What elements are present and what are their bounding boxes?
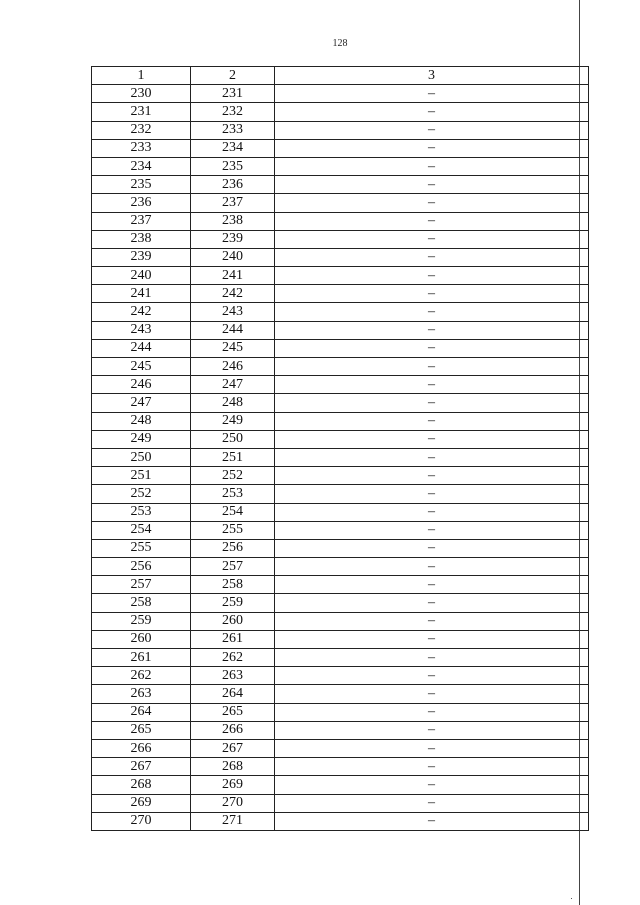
table-cell-col3: – bbox=[275, 685, 589, 703]
table-row bbox=[92, 139, 589, 157]
table-row bbox=[92, 303, 589, 321]
table-row bbox=[92, 630, 589, 648]
table-cell-col3: – bbox=[275, 776, 589, 794]
table-cell-col2: 241 bbox=[191, 267, 275, 285]
table-cell-col2: 264 bbox=[191, 685, 275, 703]
table-cell-col3: – bbox=[275, 594, 589, 612]
table-cell-col3: – bbox=[275, 376, 589, 394]
table-cell-col3: – bbox=[275, 758, 589, 776]
table-cell-col2: 237 bbox=[191, 194, 275, 212]
header-cell-col1: 1 bbox=[92, 67, 191, 85]
table-cell-col2: 254 bbox=[191, 503, 275, 521]
table-row bbox=[92, 376, 589, 394]
table-cell-col2: 238 bbox=[191, 212, 275, 230]
table-cell-col2: 262 bbox=[191, 649, 275, 667]
table-cell-col3: – bbox=[275, 157, 589, 175]
table-cell-col2: 269 bbox=[191, 776, 275, 794]
table-row bbox=[92, 467, 589, 485]
table-cell-col2: 250 bbox=[191, 430, 275, 448]
table-cell-col3: – bbox=[275, 430, 589, 448]
table-cell-col3: – bbox=[275, 794, 589, 812]
table-row bbox=[92, 285, 589, 303]
table-cell-col2: 261 bbox=[191, 630, 275, 648]
table-row bbox=[92, 521, 589, 539]
table-cell-col3: – bbox=[275, 703, 589, 721]
table-cell-col1: 252 bbox=[92, 485, 191, 503]
table-cell-col2: 240 bbox=[191, 248, 275, 266]
table-cell-col3: – bbox=[275, 558, 589, 576]
table-cell-col1: 264 bbox=[92, 703, 191, 721]
table-cell-col1: 235 bbox=[92, 176, 191, 194]
scan-speck bbox=[571, 898, 572, 899]
table-cell-col1: 231 bbox=[92, 103, 191, 121]
table-cell-col1: 237 bbox=[92, 212, 191, 230]
table-row bbox=[92, 412, 589, 430]
table-cell-col2: 235 bbox=[191, 157, 275, 175]
table-cell-col1: 238 bbox=[92, 230, 191, 248]
table-cell-col1: 230 bbox=[92, 85, 191, 103]
table-row bbox=[92, 739, 589, 757]
table-cell-col2: 253 bbox=[191, 485, 275, 503]
table-cell-col2: 231 bbox=[191, 85, 275, 103]
table-cell-col2: 268 bbox=[191, 758, 275, 776]
table-row bbox=[92, 212, 589, 230]
table-cell-col1: 239 bbox=[92, 248, 191, 266]
table-cell-col1: 253 bbox=[92, 503, 191, 521]
table-cell-col3: – bbox=[275, 721, 589, 739]
table-cell-col2: 239 bbox=[191, 230, 275, 248]
table-row bbox=[92, 667, 589, 685]
table-row bbox=[92, 121, 589, 139]
table-row bbox=[92, 503, 589, 521]
table-row bbox=[92, 794, 589, 812]
table-cell-col3: – bbox=[275, 448, 589, 466]
table-row bbox=[92, 649, 589, 667]
table-row bbox=[92, 321, 589, 339]
table-cell-col1: 240 bbox=[92, 267, 191, 285]
table-row bbox=[92, 248, 589, 266]
table-cell-col1: 256 bbox=[92, 558, 191, 576]
table-cell-col3: – bbox=[275, 539, 589, 557]
table-row bbox=[92, 194, 589, 212]
table-cell-col1: 246 bbox=[92, 376, 191, 394]
table-cell-col3: – bbox=[275, 321, 589, 339]
table-row bbox=[92, 176, 589, 194]
table-cell-col1: 261 bbox=[92, 649, 191, 667]
table-cell-col1: 243 bbox=[92, 321, 191, 339]
table-cell-col2: 271 bbox=[191, 812, 275, 830]
table-cell-col3: – bbox=[275, 285, 589, 303]
table-cell-col3: – bbox=[275, 667, 589, 685]
table-cell-col2: 251 bbox=[191, 448, 275, 466]
table-cell-col2: 265 bbox=[191, 703, 275, 721]
table-cell-col1: 255 bbox=[92, 539, 191, 557]
table-cell-col2: 255 bbox=[191, 521, 275, 539]
table-cell-col1: 269 bbox=[92, 794, 191, 812]
table-row bbox=[92, 812, 589, 830]
table-cell-col3: – bbox=[275, 339, 589, 357]
table-cell-col3: – bbox=[275, 85, 589, 103]
table-cell-col1: 242 bbox=[92, 303, 191, 321]
table-row bbox=[92, 576, 589, 594]
table-cell-col1: 241 bbox=[92, 285, 191, 303]
table-cell-col1: 262 bbox=[92, 667, 191, 685]
table-cell-col1: 244 bbox=[92, 339, 191, 357]
data-table bbox=[91, 66, 589, 831]
table-cell-col1: 265 bbox=[92, 721, 191, 739]
table-cell-col3: – bbox=[275, 394, 589, 412]
table-cell-col3: – bbox=[275, 812, 589, 830]
table-row bbox=[92, 758, 589, 776]
table-row bbox=[92, 612, 589, 630]
table-cell-col1: 258 bbox=[92, 594, 191, 612]
table-cell-col2: 248 bbox=[191, 394, 275, 412]
table-cell-col3: – bbox=[275, 139, 589, 157]
table-cell-col2: 245 bbox=[191, 339, 275, 357]
table-cell-col2: 263 bbox=[191, 667, 275, 685]
table-cell-col2: 247 bbox=[191, 376, 275, 394]
table-row bbox=[92, 539, 589, 557]
table-cell-col3: – bbox=[275, 412, 589, 430]
table-cell-col2: 244 bbox=[191, 321, 275, 339]
table-cell-col1: 270 bbox=[92, 812, 191, 830]
table-cell-col2: 236 bbox=[191, 176, 275, 194]
table-cell-col2: 249 bbox=[191, 412, 275, 430]
header-cell-col3: 3 bbox=[275, 67, 589, 85]
table-row bbox=[92, 430, 589, 448]
table-cell-col1: 249 bbox=[92, 430, 191, 448]
table-cell-col3: – bbox=[275, 248, 589, 266]
table-cell-col3: – bbox=[275, 358, 589, 376]
table-row bbox=[92, 157, 589, 175]
table-cell-col2: 242 bbox=[191, 285, 275, 303]
table-row bbox=[92, 558, 589, 576]
table-cell-col1: 232 bbox=[92, 121, 191, 139]
table-cell-col2: 243 bbox=[191, 303, 275, 321]
table-cell-col3: – bbox=[275, 612, 589, 630]
table-cell-col3: – bbox=[275, 521, 589, 539]
table-cell-col1: 248 bbox=[92, 412, 191, 430]
table-row bbox=[92, 485, 589, 503]
table-row bbox=[92, 703, 589, 721]
table-cell-col3: – bbox=[275, 176, 589, 194]
table-cell-col1: 267 bbox=[92, 758, 191, 776]
table-cell-col3: – bbox=[275, 212, 589, 230]
table-cell-col1: 259 bbox=[92, 612, 191, 630]
table-cell-col2: 233 bbox=[191, 121, 275, 139]
table-cell-col1: 266 bbox=[92, 739, 191, 757]
table-cell-col3: – bbox=[275, 503, 589, 521]
table-cell-col2: 270 bbox=[191, 794, 275, 812]
table-cell-col1: 263 bbox=[92, 685, 191, 703]
table-row bbox=[92, 230, 589, 248]
table-cell-col3: – bbox=[275, 267, 589, 285]
table-cell-col1: 245 bbox=[92, 358, 191, 376]
table-cell-col3: – bbox=[275, 303, 589, 321]
table-row bbox=[92, 776, 589, 794]
page-number: 128 bbox=[332, 38, 348, 49]
table-cell-col3: – bbox=[275, 467, 589, 485]
table-cell-col1: 233 bbox=[92, 139, 191, 157]
table-row bbox=[92, 448, 589, 466]
table-cell-col3: – bbox=[275, 649, 589, 667]
table-body bbox=[92, 67, 589, 831]
table-cell-col3: – bbox=[275, 485, 589, 503]
table-cell-col3: – bbox=[275, 630, 589, 648]
table-cell-col1: 260 bbox=[92, 630, 191, 648]
table-cell-col2: 257 bbox=[191, 558, 275, 576]
table-cell-col3: – bbox=[275, 739, 589, 757]
table-cell-col2: 252 bbox=[191, 467, 275, 485]
table-row bbox=[92, 721, 589, 739]
table-cell-col3: – bbox=[275, 121, 589, 139]
table-cell-col1: 254 bbox=[92, 521, 191, 539]
table-cell-col1: 268 bbox=[92, 776, 191, 794]
table-cell-col3: – bbox=[275, 103, 589, 121]
table-cell-col1: 257 bbox=[92, 576, 191, 594]
table-cell-col2: 256 bbox=[191, 539, 275, 557]
table-row bbox=[92, 358, 589, 376]
table-cell-col2: 234 bbox=[191, 139, 275, 157]
table-cell-col3: – bbox=[275, 194, 589, 212]
table-cell-col1: 251 bbox=[92, 467, 191, 485]
table-cell-col1: 234 bbox=[92, 157, 191, 175]
table-cell-col2: 267 bbox=[191, 739, 275, 757]
table-header-row bbox=[92, 67, 589, 85]
header-cell-col2: 2 bbox=[191, 67, 275, 85]
table-row bbox=[92, 339, 589, 357]
table-cell-col2: 266 bbox=[191, 721, 275, 739]
table-cell-col3: – bbox=[275, 230, 589, 248]
table-row bbox=[92, 685, 589, 703]
table-row bbox=[92, 267, 589, 285]
table-cell-col1: 250 bbox=[92, 448, 191, 466]
table-cell-col2: 232 bbox=[191, 103, 275, 121]
table-cell-col1: 236 bbox=[92, 194, 191, 212]
table-cell-col1: 247 bbox=[92, 394, 191, 412]
table-row bbox=[92, 85, 589, 103]
table-row bbox=[92, 394, 589, 412]
table-cell-col2: 246 bbox=[191, 358, 275, 376]
table-cell-col3: – bbox=[275, 576, 589, 594]
table-cell-col2: 259 bbox=[191, 594, 275, 612]
table-row bbox=[92, 103, 589, 121]
table-cell-col2: 258 bbox=[191, 576, 275, 594]
table-cell-col2: 260 bbox=[191, 612, 275, 630]
table-row bbox=[92, 594, 589, 612]
